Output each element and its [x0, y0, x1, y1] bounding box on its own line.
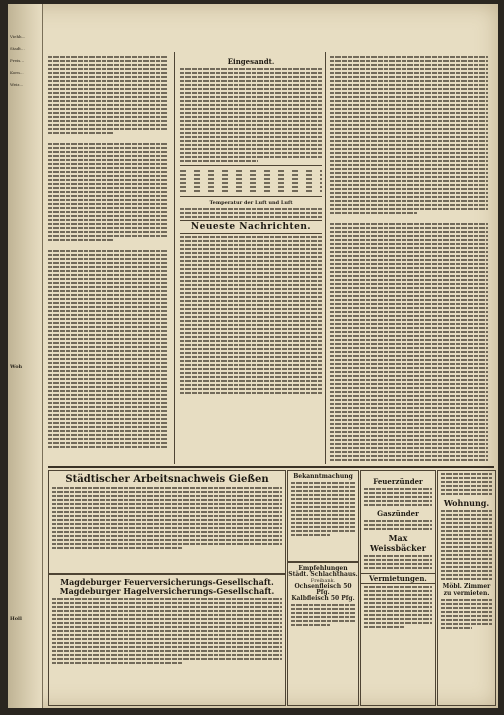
news-column-middle: [180, 54, 322, 464]
adjacent-page-binding-edge: [8, 4, 43, 708]
article-body: [180, 236, 322, 394]
ad-body: [438, 473, 495, 495]
ad-title: Feuerzünder: [373, 477, 423, 486]
ad-feuerversicherung: [48, 574, 286, 706]
ad-body: [361, 586, 435, 628]
advertisements-section: [48, 466, 494, 706]
article-body: [48, 56, 168, 448]
ad-wohnung: [437, 470, 496, 706]
binding-fragment: Stadt...: [10, 46, 25, 51]
ad-body: [288, 482, 358, 536]
ad-title: Empfehlungen: [298, 565, 348, 572]
column-divider: [174, 52, 175, 464]
ad-body: [438, 599, 495, 629]
ad-body: [361, 520, 435, 530]
section-heading: Eingesandt.: [227, 57, 275, 66]
article-body: [180, 68, 322, 162]
ad-body: [288, 604, 358, 626]
ad-bekanntmachung: [287, 470, 359, 562]
ad-title: Max Weissbäcker: [370, 533, 426, 553]
ad-anzuender: [360, 470, 436, 706]
article-body: [180, 208, 322, 218]
column-divider: [325, 52, 326, 464]
ad-body: [361, 488, 435, 506]
ad-body: [49, 487, 285, 549]
ad-title: Wohnung.: [443, 498, 490, 508]
statistics-table: [180, 165, 322, 197]
ad-body: [361, 555, 435, 569]
ad-title: Gaszünder: [377, 509, 419, 518]
article-body: [330, 56, 488, 461]
news-column-left: [48, 54, 168, 464]
ad-title: Magdeburger Feuerversicherungs-Gesellschaft.: [60, 577, 274, 587]
ad-title: Möbl. Zimmer zu vermieten.: [442, 583, 491, 597]
ad-title: Vermietungen.: [361, 573, 435, 584]
ad-body: [438, 510, 495, 580]
binding-fragment: Korn...: [10, 70, 24, 75]
ad-arbeitsnachweis: [48, 470, 286, 574]
binding-fragment: Viehh...: [10, 34, 26, 39]
binding-fragment: Weiz...: [10, 82, 24, 87]
section-heading: Neueste Nachrichten.: [180, 220, 322, 234]
binding-fragment-heading: Holl: [10, 616, 22, 622]
binding-fragment: Preis...: [10, 58, 25, 63]
ad-title: Magdeburger Hagelversicherungs-Gesellschaft.: [59, 586, 275, 596]
ad-body: [49, 598, 285, 664]
ad-empfehlungen: [287, 562, 359, 706]
ad-text: Freibank.: [310, 578, 336, 584]
ad-title: Städtischer Arbeitsnachweis Gießen: [65, 474, 269, 485]
ad-text: Städt. Schlachthaus.: [288, 571, 358, 578]
ad-text: Kalbfleisch 50 Pfg.: [291, 595, 355, 602]
binding-fragment-heading: Woh: [10, 364, 23, 370]
section-subheading: Temperatur der Luft und Luft: [209, 200, 293, 206]
ad-text: Ochsenfleisch 50 Pfg.: [294, 583, 352, 596]
newspaper-page: [8, 4, 498, 708]
news-column-right: [330, 54, 488, 464]
ad-title: Bekanntmachung: [293, 473, 353, 480]
